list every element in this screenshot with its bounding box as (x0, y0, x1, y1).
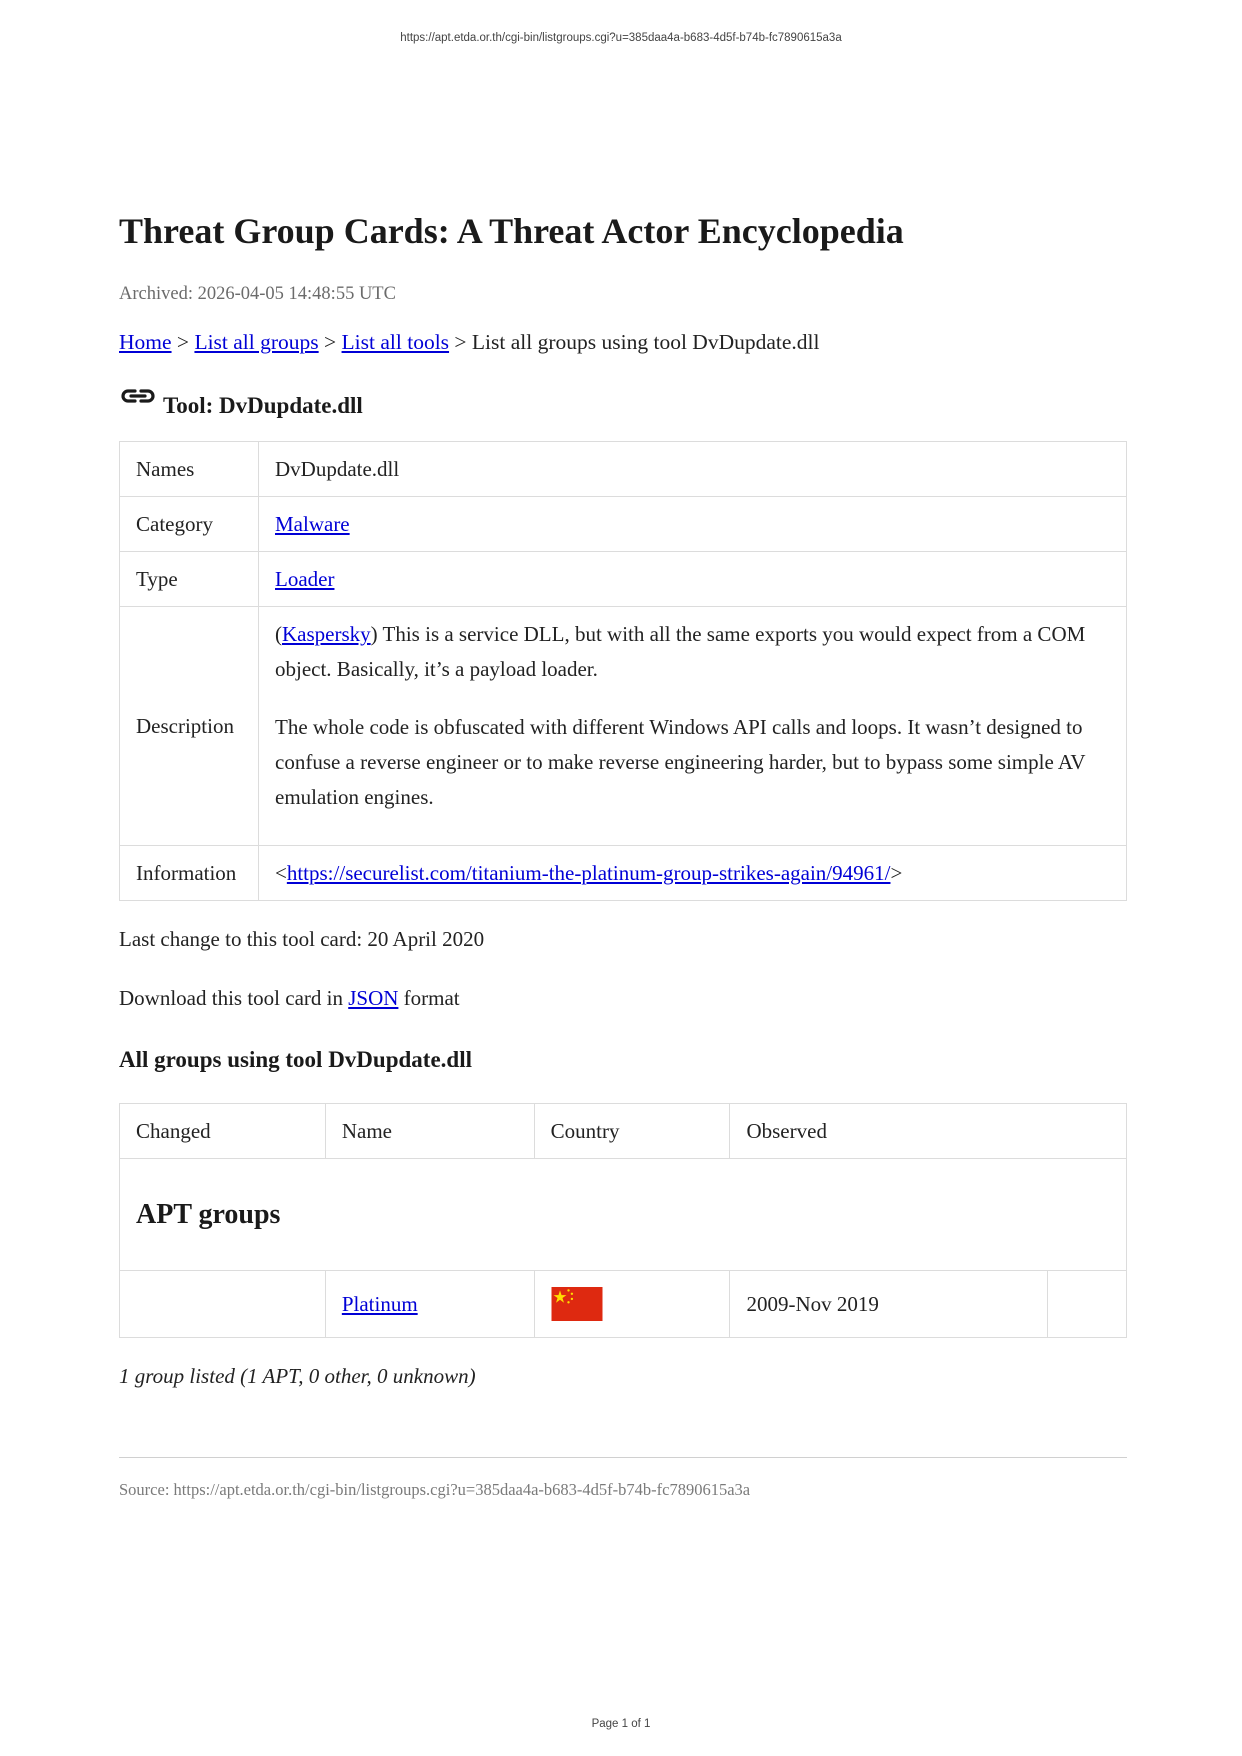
apt-section-row (120, 1159, 1127, 1271)
names-label: Names (120, 442, 259, 497)
col-name-header: Name (325, 1104, 534, 1159)
download-pre: Download this tool card in (119, 986, 349, 1011)
json-download-link[interactable]: JSON (348, 986, 399, 1011)
groups-summary: 1 group listed (1 APT, 0 other, 0 unknown) (119, 1364, 476, 1389)
breadcrumb (119, 330, 1127, 355)
tool-heading (119, 385, 1127, 419)
china-flag-icon (551, 1287, 603, 1321)
information-label: Information (120, 846, 259, 901)
description-row (120, 607, 1127, 846)
row-changed (120, 1271, 326, 1338)
source-line: Source: https://apt.etda.or.th/cgi-bin/listgroups.cgi?u=385daa4a-b683-4d5f-b74b-fc7890615a3a (119, 1480, 751, 1500)
col-country-header: Country (534, 1104, 730, 1159)
desc-text: ) This is a service DLL, but with all the same exports you would expect from a COM object. Basically, it’s a payload loader. (275, 622, 1086, 682)
category-label: Category (120, 497, 259, 552)
information-row (120, 846, 1127, 901)
securelist-link[interactable]: https://securelist.com/titanium-the-platinum-group-strikes-again/94961/ (286, 860, 891, 885)
tool-info-table (119, 441, 1127, 901)
col-changed-header: Changed (120, 1104, 326, 1159)
description-paragraph: The whole code is obfuscated with different Windows API calls and loops. It wasn’t designed to confuse a reverse engineer or to make reverse engineering harder, but to bypass some simple AV emulation engines. (275, 715, 1086, 810)
col-observed-header: Observed (730, 1104, 1127, 1159)
type-link[interactable]: Loader (275, 566, 335, 591)
row-observed: 2009-Nov 2019 (730, 1271, 1048, 1338)
info-lt: < (275, 860, 287, 885)
category-link[interactable]: Malware (275, 511, 350, 536)
last-change: Last change to this tool card: 20 April 2020 (119, 927, 485, 952)
download-post: format (398, 986, 460, 1011)
table-row (120, 1271, 1127, 1338)
tool-title: Tool: DvDupdate.dll (163, 393, 363, 419)
desc-open-paren: ( (275, 622, 282, 647)
row-country-cell (534, 1271, 730, 1338)
description-paragraph (275, 617, 1110, 687)
row-extra-cell (1048, 1271, 1127, 1338)
breadcrumb-separator: > (318, 330, 342, 355)
description-cell (259, 607, 1127, 846)
print-header-url: https://apt.etda.or.th/cgi-bin/listgroups.cgi?u=385daa4a-b683-4d5f-b74b-fc7890615a3a (400, 32, 842, 44)
category-row (120, 497, 1127, 552)
description-label: Description (120, 607, 259, 846)
page-title: Threat Group Cards: A Threat Actor Encyclopedia (119, 211, 904, 251)
groups-heading: All groups using tool DvDupdate.dll (119, 1047, 472, 1073)
kaspersky-link[interactable]: Kaspersky (282, 622, 371, 647)
divider (119, 1457, 1127, 1458)
groups-header-row (120, 1104, 1127, 1159)
breadcrumb-groups-link[interactable]: List all groups (194, 330, 319, 355)
groups-table (119, 1103, 1127, 1338)
info-gt: > (890, 860, 903, 885)
download-line (119, 986, 1127, 1011)
breadcrumb-separator: > (171, 330, 195, 355)
type-label: Type (120, 552, 259, 607)
names-row (120, 442, 1127, 497)
page-content (119, 210, 1127, 1500)
breadcrumb-home-link[interactable]: Home (119, 330, 172, 355)
archived-timestamp: Archived: 2026-04-05 14:48:55 UTC (119, 284, 396, 305)
category-cell (259, 497, 1127, 552)
information-cell (259, 846, 1127, 901)
platinum-link[interactable]: Platinum (341, 1291, 418, 1316)
breadcrumb-current: > List all groups using tool DvDupdate.dll (449, 330, 820, 355)
row-name-cell (325, 1271, 534, 1338)
apt-section-title: APT groups (120, 1159, 1127, 1271)
link-icon (119, 383, 157, 409)
type-row (120, 552, 1127, 607)
type-cell (259, 552, 1127, 607)
page-number: Page 1 of 1 (591, 1718, 651, 1730)
names-value: DvDupdate.dll (259, 442, 1127, 497)
breadcrumb-tools-link[interactable]: List all tools (341, 330, 450, 355)
